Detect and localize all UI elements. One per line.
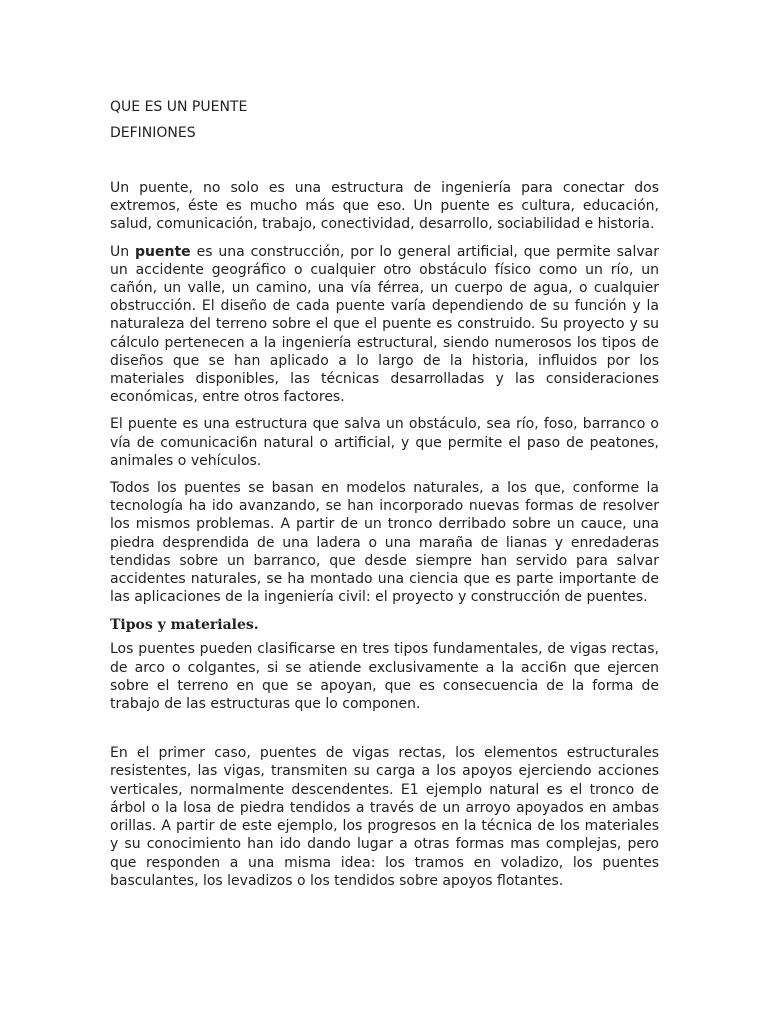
paragraph-definition (110, 243, 659, 407)
paragraph-definition-start: Un (110, 243, 136, 260)
bold-term-puente: puente (135, 243, 191, 260)
paragraph-natural-models: Todos los puentes se basan en modelos naturales, a los que, conforme la tecnología ha ido avanzando, se han incorporado nuevas formas de resolver los mismos problemas. A partir de un tronco derribado sobre un cauce, una piedra desprendida de una ladera o una maraña de lianas y enredaderas tendidas sobre un barranco, que desde siempre han servido para salvar accidentes naturales, se ha montado una ciencia que es parte importante de las aplicaciones de la ingeniería civil: el proyecto y construcción de puentes. (110, 480, 659, 606)
paragraph-intro: Un puente, no solo es una estructura de ingeniería para conectar dos extremos, éste es mucho más que eso. Un puente es cultura, educación, salud, comunicación, trabajo, conectividad, desarrollo, sociabilidad e historia. (110, 180, 659, 233)
paragraph-definition-rest: es una construcción, por lo general artificial, que permite salvar un accidente geográfico o cualquier otro obstáculo físico como un río, un cañón, un valle, un camino, una vía férrea, un cuerpo de agua, o cualquier obstrucción. El diseño de cada puente varía dependiendo de su función y la naturaleza del terreno sobre el que el puente es construido. Su proyecto y su cálculo pertenecen a la ingeniería estructural, siendo numerosos los tipos de diseños que se han aplicado a lo largo de la historia, influidos por los materiales disponibles, las técnicas desarrolladas y las consideraciones económicas, entre otros factores. (110, 243, 659, 406)
document-title: QUE ES UN PUENTE (110, 99, 248, 115)
paragraph-classification: Los puentes pueden clasificarse en tres tipos fundamentales, de vigas rectas, de arco o colgantes, si se atiende exclusivamente a la acci6n que ejercen sobre el terreno en que se apoyan, que es consecuencia de la forma de trabajo de las estructuras que lo componen. (110, 641, 659, 713)
section-heading-tipos: Tipos y materiales. (110, 617, 259, 634)
document-page (110, 97, 659, 899)
paragraph-straight-beams: En el primer caso, puentes de vigas rectas, los elementos estructurales resistentes, las vigas, transmiten su carga a los apoyos ejerciendo acciones verticales, normalmente descendentes. E1 ejemplo natural es el tronco de árbol o la losa de piedra tendidos a través de un arroyo apoyados en ambas orillas. A partir de este ejemplo, los progresos en la técnica de los materiales y su conocimiento han ido dando lugar a otras formas mas complejas, pero que responden a una misma idea: los tramos en voladizo, los puentes basculantes, los levadizos o los tendidos sobre apoyos flotantes. (110, 745, 659, 889)
paragraph-structure: El puente es una estructura que salva un obstáculo, sea río, foso, barranco o vía de comunicaci6n natural o artificial, y que permite el paso de peatones, animales o vehículos. (110, 416, 659, 469)
heading-block (110, 97, 659, 143)
spacer (110, 722, 659, 744)
document-subtitle: DEFINIONES (110, 125, 196, 141)
